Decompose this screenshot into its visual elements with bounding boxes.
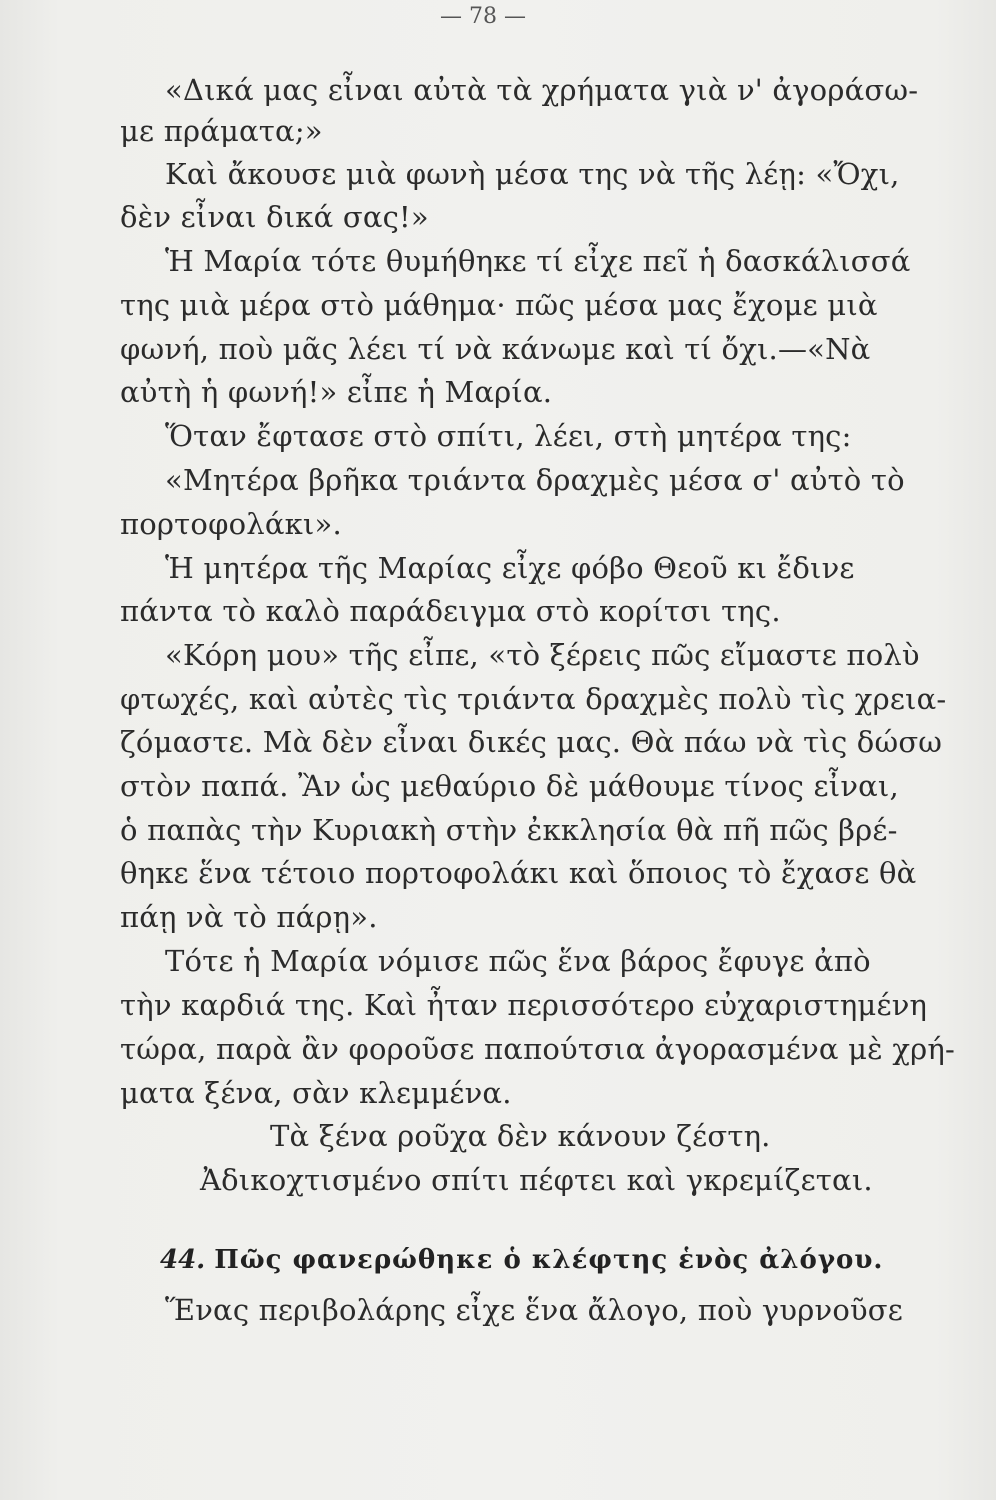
text-line: με πράματα;»	[120, 114, 323, 148]
text-line: φωνή, ποὺ μᾶς λέει τί νὰ κάνωμε καὶ τί ὄχι.—«Νὰ	[120, 332, 871, 366]
text-line: φτωχές, καὶ αὐτὲς τὶς τριάντα δραχμὲς πολὺ τὶς χρεια-	[120, 682, 947, 716]
text-line: «Κόρη μου» τῆς εἶπε, «τὸ ξέρεις πῶς εἴμαστε πολὺ	[165, 638, 920, 672]
text-line: τώρα, παρὰ ἂν φοροῦσε παπούτσια ἀγορασμένα μὲ χρή-	[120, 1032, 955, 1066]
text-line: Ἡ Μαρία τότε θυμήθηκε τί εἶχε πεῖ ἡ δασκάλισσά	[165, 244, 911, 278]
text-line: Ὅταν ἔφτασε στὸ σπίτι, λέει, στὴ μητέρα της:	[165, 419, 852, 453]
proverb-line: Ἀδικοχτισμένο σπίτι πέφτει καὶ γκρεμίζεται.	[200, 1163, 873, 1197]
section-title: Πῶς φανερώθηκε ὁ κλέφτης ἑνὸς ἀλόγου.	[214, 1245, 884, 1275]
text-line: ζόμαστε. Μὰ δὲν εἶναι δικές μας. Θὰ πάω νὰ τὶς δώσω	[120, 725, 943, 759]
text-line: στὸν παπά. Ἂν ὡς μεθαύριο δὲ μάθουμε τίνος εἶναι,	[120, 769, 899, 803]
proverb-line: Τὰ ξένα ροῦχα δὲν κάνουν ζέστη.	[270, 1119, 771, 1153]
text-line: δὲν εἶναι δικά σας!»	[120, 200, 429, 234]
text-line: ματα ξένα, σὰν κλεμμένα.	[120, 1076, 512, 1110]
text-line: Ἡ μητέρα τῆς Μαρίας εἶχε φόβο Θεοῦ κι ἔδινε	[165, 551, 855, 585]
text-line: πάῃ νὰ τὸ πάρῃ».	[120, 900, 378, 934]
section-heading	[160, 1240, 883, 1280]
text-line: Ἕνας περιβολάρης εἶχε ἕνα ἄλογο, ποὺ γυρνοῦσε	[165, 1293, 904, 1327]
text-line: τὴν καρδιά της. Καὶ ἦταν περισσότερο εὐχαριστημένη	[120, 988, 928, 1022]
page-number: — 78 —	[440, 4, 526, 29]
text-line: Τότε ἡ Μαρία νόμισε πῶς ἕνα βάρος ἔφυγε ἀπὸ	[165, 944, 871, 978]
text-line: Καὶ ἄκουσε μιὰ φωνὴ μέσα της νὰ τῆς λέῃ: «Ὄχι,	[165, 157, 900, 191]
text-line: «Δικά μας εἶναι αὐτὰ τὰ χρήματα γιὰ ν' ἀγοράσω-	[165, 73, 919, 107]
text-line: πορτοφολάκι».	[120, 507, 342, 541]
text-line: της μιὰ μέρα στὸ μάθημα· πῶς μέσα μας ἔχομε μιὰ	[120, 288, 878, 322]
section-number: 44.	[160, 1245, 206, 1275]
text-line: πάντα τὸ καλὸ παράδειγμα στὸ κορίτσι της.	[120, 594, 781, 628]
text-line: θηκε ἕνα τέτοιο πορτοφολάκι καὶ ὅποιος τὸ ἔχασε θὰ	[120, 856, 917, 890]
text-line: ὁ παπὰς τὴν Κυριακὴ στὴν ἐκκλησία θὰ πῆ πῶς βρέ-	[120, 813, 898, 847]
text-line: «Μητέρα βρῆκα τριάντα δραχμὲς μέσα σ' αὐτὸ τὸ	[165, 463, 905, 497]
text-line: αὐτὴ ἡ φωνή!» εἶπε ἡ Μαρία.	[120, 375, 553, 409]
